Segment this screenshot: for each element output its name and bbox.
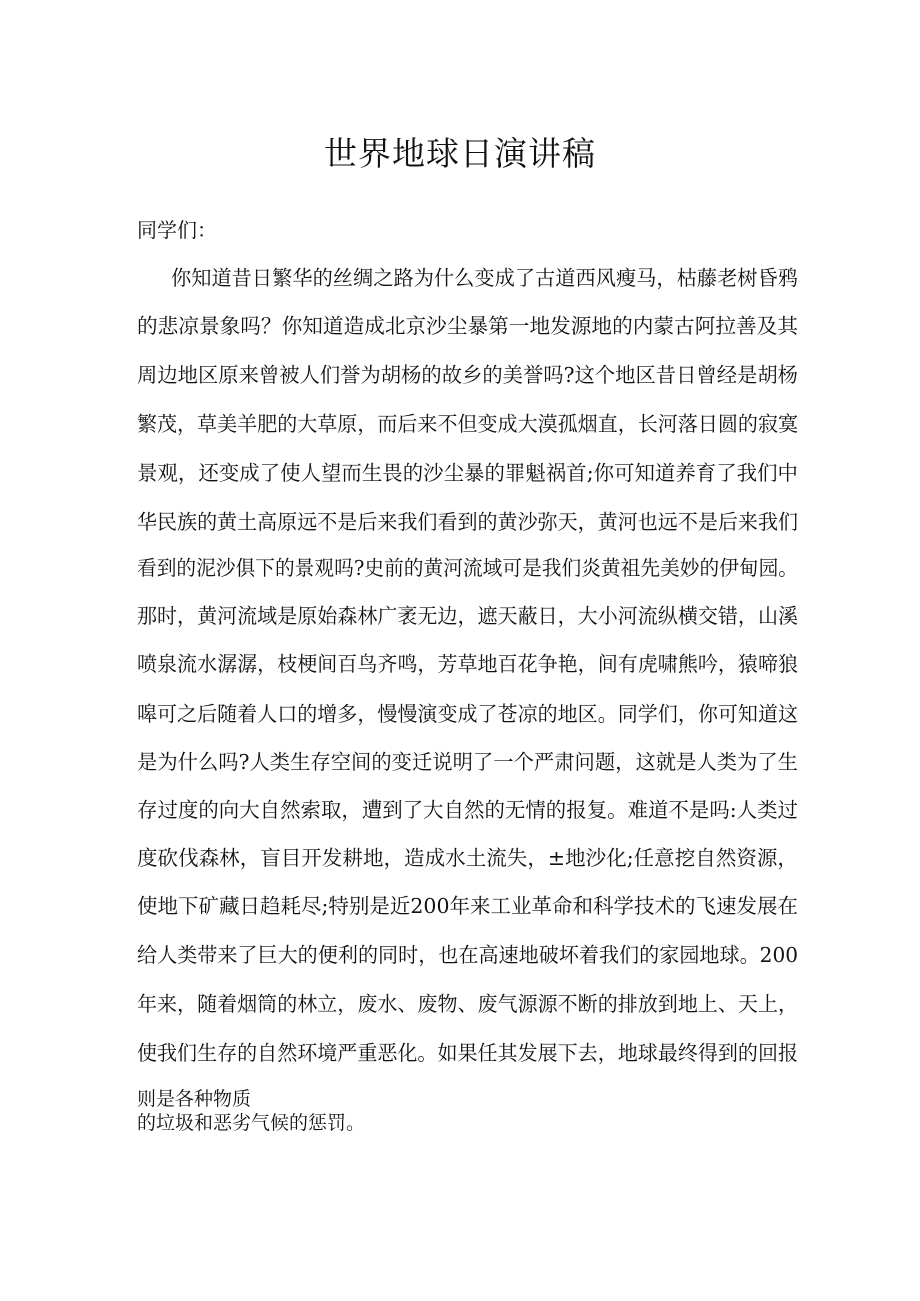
body-line: 喷泉流水潺潺，枝梗间百鸟齐鸣，芳草地百花争艳，间有虎啸熊吟，猿啼狼 bbox=[137, 652, 799, 676]
body-line: 华民族的黄土高原远不是后来我们看到的黄沙弥天，黄河也远不是后来我们 bbox=[137, 510, 799, 534]
closing-line: 则是各种物质 bbox=[137, 1088, 252, 1110]
greeting: 同学们： bbox=[137, 218, 217, 242]
body-line: 年来，随着烟筒的林立，废水、废物、废气源源不断的排放到地上、天上， bbox=[137, 992, 799, 1016]
body-line: 景观，还变成了使人望而生畏的沙尘暴的罪魁祸首;你可知道养育了我们中 bbox=[137, 461, 798, 485]
body-line: 度砍伐森林，盲目开发耕地，造成水土流失，±地沙化;任意挖自然资源， bbox=[137, 846, 798, 870]
document-title: 世界地球日演讲稿 bbox=[324, 134, 596, 173]
body-line: 繁茂，草美羊肥的大草原，而后来不但变成大漠孤烟直，长河落日圆的寂寞 bbox=[137, 412, 799, 436]
body-line: 嗥可之后随着人口的增多，慢慢演变成了苍凉的地区。同学们，你可知道这 bbox=[137, 702, 799, 726]
body-line: 那时，黄河流域是原始森林广袤无边，遮天蔽日，大小河流纵横交错，山溪 bbox=[137, 604, 799, 628]
body-line: 使地下矿藏日趋耗尽;特别是近200年来工业革命和科学技术的飞速发展在 bbox=[137, 894, 798, 918]
body-line: 你知道昔日繁华的丝绸之路为什么变成了古道西风瘦马，枯藤老树昏鸦 bbox=[171, 266, 798, 290]
body-line: 是为什么吗?人类生存空间的变迁说明了一个严肃问题，这就是人类为了生 bbox=[137, 750, 798, 774]
closing-line: 的垃圾和恶劣气候的惩罚。 bbox=[137, 1112, 366, 1134]
body-line: 使我们生存的自然环境严重恶化。如果任其发展下去，地球最终得到的回报 bbox=[137, 1041, 799, 1065]
body-line: 的悲凉景象吗？你知道造成北京沙尘暴第一地发源地的内蒙古阿拉善及其 bbox=[137, 314, 798, 338]
body-line: 周边地区原来曾被人们誉为胡杨的故乡的美誉吗?这个地区昔日曾经是胡杨 bbox=[137, 363, 798, 387]
body-line: 看到的泥沙俱下的景观吗?史前的黄河流域可是我们炎黄祖先美妙的伊甸园。 bbox=[137, 556, 799, 580]
body-line: 存过度的向大自然索取，遭到了大自然的无情的报复。难道不是吗:人类过 bbox=[137, 798, 798, 822]
body-line: 给人类带来了巨大的便利的同时，也在高速地破坏着我们的家园地球。200 bbox=[137, 943, 799, 967]
